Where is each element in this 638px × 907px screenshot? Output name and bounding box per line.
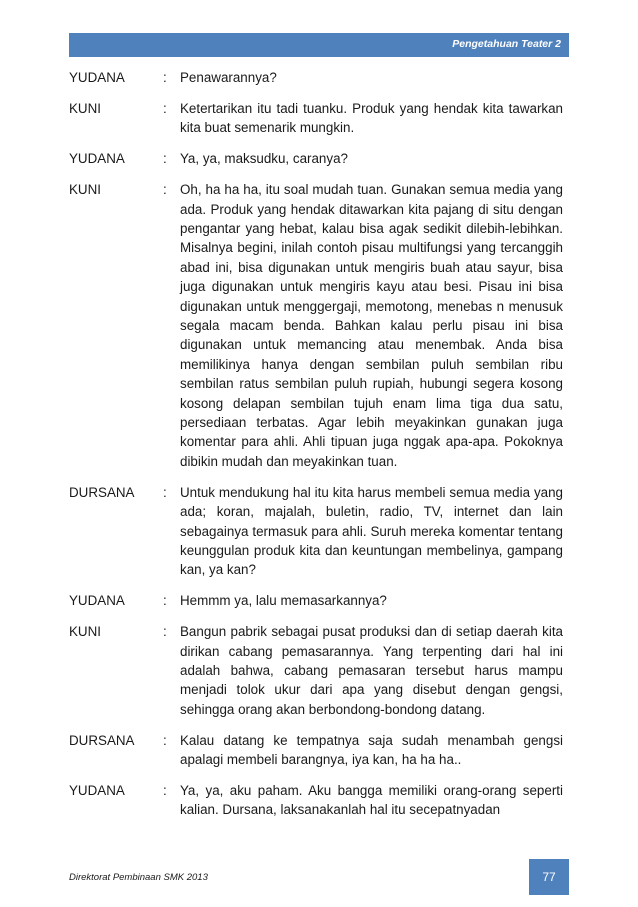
speaker-name: DURSANA — [69, 732, 135, 748]
speaker-name: KUNI — [69, 624, 101, 640]
dialogue-line: Ya, ya, aku paham. Aku bangga memiliki orang-orang seperti kalian. Dursana, laksanakanlah hal itu secepatnyadan — [180, 783, 563, 818]
speaker-separator: : — [163, 100, 167, 116]
dialogue-row — [69, 180, 563, 471]
dialogue-row — [69, 622, 563, 719]
speaker-separator: : — [163, 624, 167, 640]
dialogue-line: Penawarannya? — [180, 70, 277, 85]
speaker-separator: : — [163, 783, 167, 798]
speaker-name: YUDANA — [69, 151, 125, 167]
speaker-separator: : — [163, 70, 167, 85]
speaker-separator: : — [163, 182, 167, 198]
dialogue-row — [69, 731, 563, 770]
speaker-name: YUDANA — [69, 593, 125, 609]
footer-publisher: Direktorat Pembinaan SMK 2013 — [69, 872, 208, 883]
dialogue-line: Oh, ha ha ha, itu soal mudah tuan. Gunakan semua media yang ada. Produk yang hendak ditawarkan kita pajang di situ dengan pengantar yang hebat, kalau bisa agak sedikit dilebih-lebihkan. Misalnya begini, inilah contoh pisau multifungsi yang tercanggih abad ini, bisa digunakan untuk mengiris buah atau sayur, bisa juga digunakan untuk mengiris kayu atau besi. Pisau ini bisa digunakan untuk menggergaji, memotong, menebas n menusuk segala macam benda. Bahkan kalau perlu pisau ini bisa digunakan untuk memancing atau menembak. Anda bisa memilikinya hanya dengan sembilan puluh sembilan ribu sembilan ratus sembilan puluh rupiah, hubungi segera kosong kosong delapan sembilan tujuh enam lima tiga dua satu, persediaan terbatas. Agar lebih meyakinkan gunakan juga komentar para ahli. Ahli tipuan juga nggak apa-apa. Pokoknya dibikin mudah dan meyakinkan tuan. — [180, 182, 563, 469]
dialogue-line: Bangun pabrik sebagai pusat produksi dan di setiap daerah kita dirikan cabang pemasarannya. Yang terpenting dari hal ini adalah bahwa, cabang pemasaran tersebut harus mampu menjadi tolok ukur dari apa yang disebut dengan gengsi, sehingga orang akan berbondong-bondong datang. — [180, 624, 563, 717]
dialogue-row — [69, 68, 563, 87]
dialogue-row — [69, 149, 563, 168]
dialogue-script — [69, 68, 563, 831]
speaker-separator: : — [163, 593, 167, 609]
dialogue-line: Ya, ya, maksudku, caranya? — [180, 151, 348, 167]
speaker-separator: : — [163, 732, 167, 748]
speaker-name: YUDANA — [69, 70, 125, 85]
dialogue-line: Hemmm ya, lalu memasarkannya? — [180, 593, 387, 609]
dialogue-line: Ketertarikan itu tadi tuanku. Produk yang hendak kita tawarkan kita buat semenarik mungkin. — [180, 100, 563, 136]
dialogue-row — [69, 591, 563, 610]
speaker-name: KUNI — [69, 182, 101, 198]
header-bar — [69, 33, 569, 57]
dialogue-row — [69, 781, 563, 820]
speaker-separator: : — [163, 484, 167, 500]
page-number: 77 — [529, 859, 569, 895]
speaker-name: YUDANA — [69, 783, 125, 798]
dialogue-line: Untuk mendukung hal itu kita harus membeli semua media yang ada; koran, majalah, buletin, radio, TV, internet dan lain sebagainya termasuk para ahli. Suruh mereka komentar tentang keunggulan produk kita dan keuntungan membelinya, gampang kan, ya kan? — [180, 484, 563, 578]
dialogue-row — [69, 99, 563, 138]
speaker-separator: : — [163, 151, 167, 167]
speaker-name: DURSANA — [69, 484, 135, 500]
speaker-name: KUNI — [69, 100, 101, 116]
header-title: Pengetahuan Teater 2 — [452, 38, 561, 50]
dialogue-line: Kalau datang ke tempatnya saja sudah menambah gengsi apalagi membeli barangnya, iya kan, ha ha ha.. — [180, 732, 563, 768]
dialogue-row — [69, 483, 563, 580]
